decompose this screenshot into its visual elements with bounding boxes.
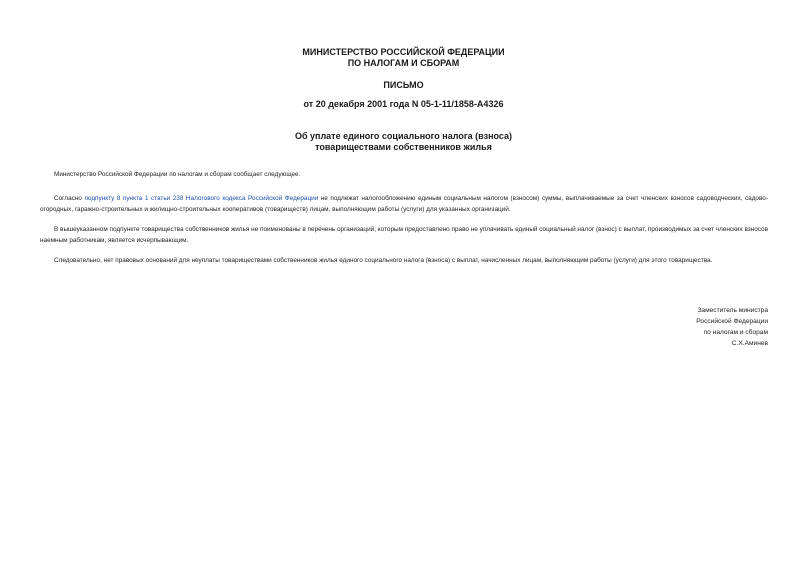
paragraph-2 (40, 193, 768, 215)
doc-date-number-text: от 20 декабря 2001 года N 05-1-11/1858-А4326 (303, 99, 504, 109)
ministry-line-2: ПО НАЛОГАМ И СБОРАМ (347, 58, 460, 68)
signature-name: С.Х.Аминев (731, 340, 768, 347)
paragraph-2-suffix: не подлежат налогообложению единым социальным налогом (взносом) суммы, выплачиваемые за счет членских взносов садоводческих, садово-огородных, гаражно-строительных и жилищно-строительных кооперативов (товариществ) лицам, выполняющим работы (услуги) для указанных организаций. (40, 195, 768, 213)
paragraph-3 (40, 224, 768, 246)
document-date-number (0, 99, 807, 110)
document-type (0, 80, 807, 91)
subject-line-2: товариществами собственников жилья (315, 142, 492, 152)
ministry-line-1: МИНИСТЕРСТВО РОССИЙСКОЙ ФЕДЕРАЦИИ (302, 47, 505, 57)
ministry-heading (0, 47, 807, 69)
paragraph-1-text: Министерство Российской Федерации по налогам и сборам сообщает следующее. (54, 171, 301, 178)
signature-line-1: Заместитель министра (697, 307, 768, 314)
paragraph-2-prefix: Согласно (54, 195, 85, 202)
subject-line-1: Об уплате единого социального налога (взноса) (294, 131, 513, 141)
signature-block (696, 305, 768, 349)
paragraph-3-text: В вышеуказанном подпункте товарищества собственников жилья не поименованы в перечень организаций, которым предоставлено право не уплачивать единый социальный налог (взнос) с выплат, производимых за счет членских взносов наемным работникам, является исчерпывающим. (40, 226, 768, 244)
paragraph-4 (40, 255, 768, 266)
signature-line-3: по налогам и сборам (703, 329, 768, 336)
tax-code-link[interactable]: подпункту 8 пункта 1 статьи 238 Налогового кодекса Российской Федерации (84, 195, 319, 202)
signature-line-2: Российской Федерации (696, 318, 768, 325)
paragraph-4-text: Следовательно, нет правовых оснований для неуплаты товариществами собственников жилья единого социального налога (взноса) с выплат, начисленных лицам, выполняющим работы (услуги) для этого товарищества. (54, 257, 713, 264)
doc-type-label: ПИСЬМО (383, 80, 424, 90)
document-subject (0, 131, 807, 153)
paragraph-1 (40, 169, 768, 180)
